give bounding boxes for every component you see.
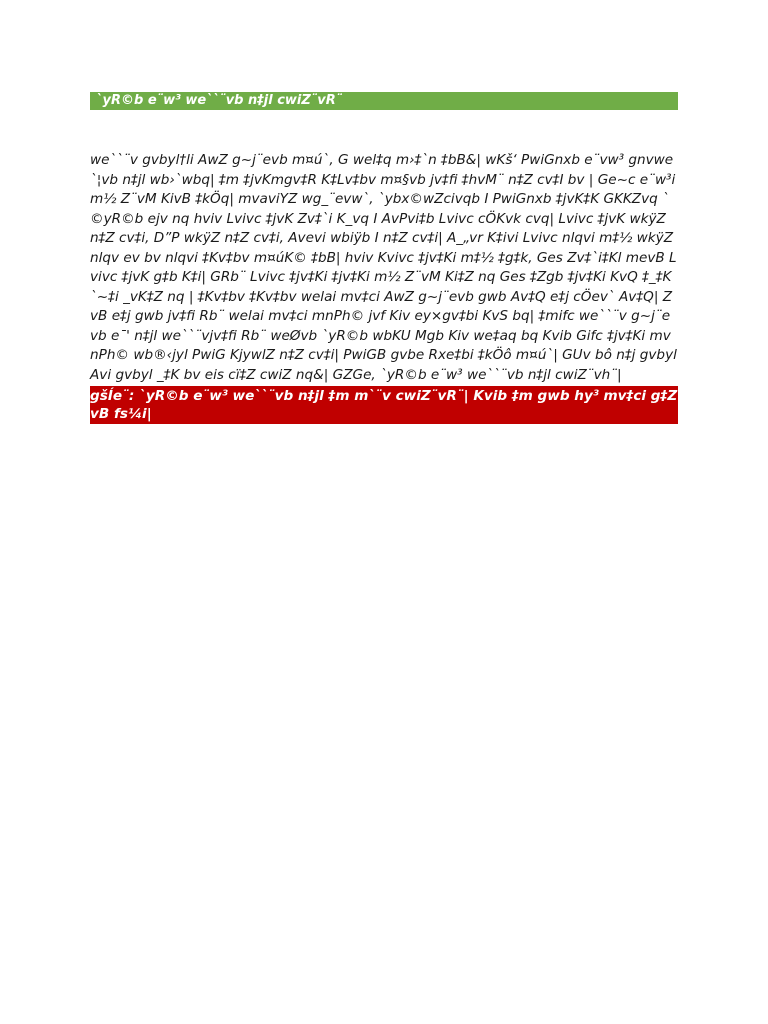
heading-text: `yR©b e¨w³ we``¨vb n‡jl cwiZ¨vR¨ <box>96 93 343 108</box>
document-page <box>90 92 678 424</box>
heading-bar <box>90 92 678 110</box>
conclusion-note: gšÍe¨: `yR©b e¨w³ we``¨vb n‡jl ‡m m`¨v cwiZ¨vR¨| Kvib ‡m gwb hy³ mv‡ci g‡ZvB fs¼i| <box>90 388 678 422</box>
paragraph: we``¨v gvbyl†li AwZ g~j¨evb m¤ú`, G wel‡q m›‡`n ‡bB&| wKš‘ PwiGnxb e¨vw³ gnvwe`¦vb n‡jl wb›`wbq| ‡m ‡jvKmgv‡R K‡Lv‡bv m¤§vb jv‡fi ‡hvM¨ n‡Z cv‡I bv | Ge~c e¨w³i m½ Z¨vM KivB ‡kÖq| mvaviYZ wg_¨evw`, `ybx©wZcivqb I PwiGnxb ‡jvK‡K GKKZvq `©yR©b ejv nq hviv Lvivc ‡jvK Zv‡`i K_vq I AvPvi‡b Lvivc cÖKvk cvq| Lvivc ‡jvK wkÿZ n‡Z cv‡i, D”P wkÿZ n‡Z cv‡i, Avevi wbiÿb I n‡Z cv‡i| A_„vr K‡ivi Lvivc nlqvi m‡½ wkÿZ nlqv ev bv nlqvi ‡Kv‡bv m¤úK© ‡bB| hviv Kvivc ‡jv‡Ki m‡½ ‡g‡k, Ges Zv‡`i‡Kl mevB Lvivc ‡jvK g‡b K‡i| GRb¨ Lvivc ‡jv‡Ki ‡jv‡Ki m½ Z¨vM Ki‡Z nq Ges ‡Zgb ‡jv‡Ki KvQ ‡_‡K `~‡i _vK‡Z nq | ‡Kv‡bv ‡Kv‡bv welai mv‡ci AwZ g~j¨evb gwb Av‡Q e‡j cÖev` Av‡Q| ZvB e‡j gwb jv‡fi Rb¨ welai mv‡ci mnPh© jvf Kiv ey×gv‡bi KvS bq| ‡mifc we``¨v g~j¨evb e¯' n‡jl we``¨vjv‡fi Rb¨ weØvb `yR©b wbKU Mgb Kiv we‡aq bq Kvib Gifc ‡jv‡Ki mvnPh© wb®‹jyl PwiG KjywlZ n‡Z cv‡i| PwiGB gvbe Rxe‡bi ‡kÖô m¤ú`| GUv bô n‡j gvbyl Avi gvbyl _‡K bv eis cï‡Z cwiZ nq&| GZGe, `yR©b e¨w³ we``¨vb n‡jl cwiZ¨vh¨| <box>90 152 677 383</box>
